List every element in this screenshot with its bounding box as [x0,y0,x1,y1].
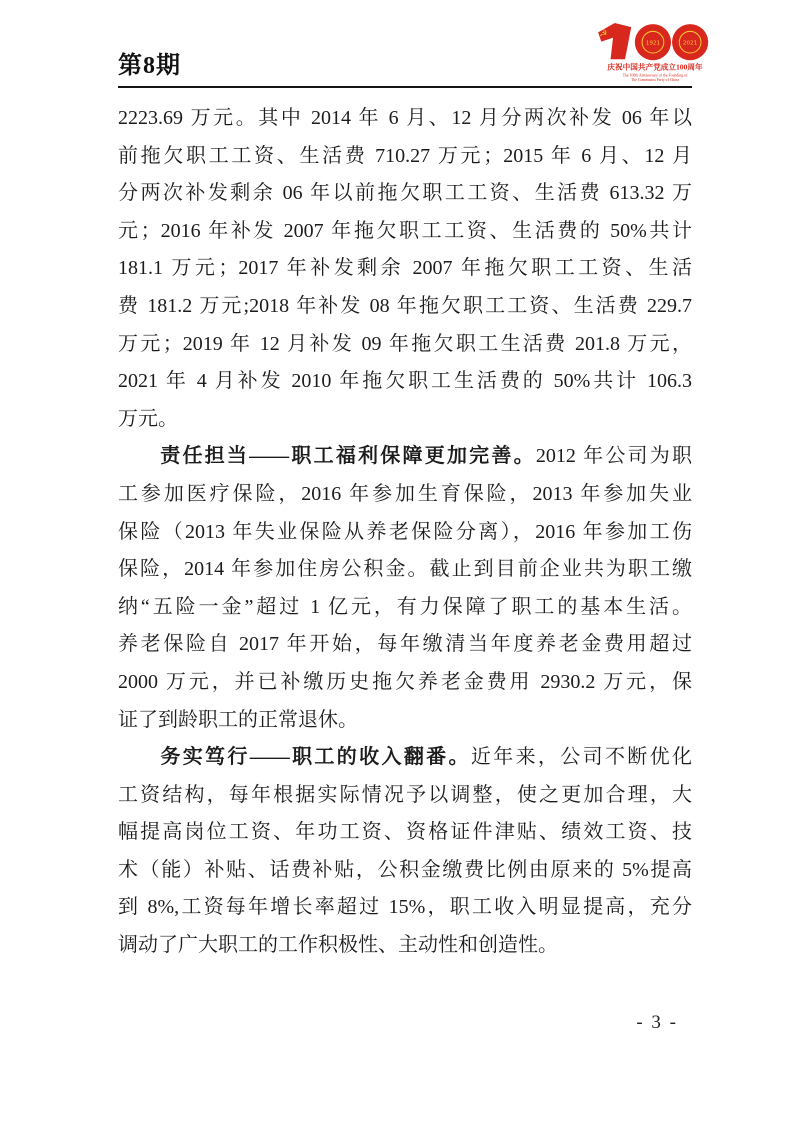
paragraph-lead-bold: 务实笃行——职工的收入翻番。 [158,746,471,769]
cpc-100-emblem-icon [596,22,714,84]
text-line: 幅提高岗位工资、年功工资、资格证件津贴、绩效工资、技 [118,821,692,844]
text-line: 费 181.2 万元;2018 年补发 08 年拖欠职工工资、生活费 229.7 [118,294,692,317]
text-line: 保险，2014 年参加住房公积金。截止到目前企业共为职工缴 [118,558,692,581]
text-line: 工资结构，每年根据实际情况予以调整，使之更加合理，大 [118,783,692,806]
text-line: 元；2016 年补发 2007 年拖欠职工工资、生活费的 50%共计 [118,219,692,242]
text-line: 养老保险自 2017 年开始，每年缴清当年度养老金费用超过 [118,633,692,656]
logo-caption-chinese: 庆祝中国共产党成立100周年 [607,62,703,72]
text-line: 术（能）补贴、话费补贴，公积金缴费比例由原来的 5%提高 [118,858,692,881]
document-body [118,100,692,965]
text-line: 2021 年 4 月补发 2010 年拖欠职工生活费的 50%共计 106.3 [118,370,692,393]
text-line: 分两次补发剩余 06 年以前拖欠职工工资、生活费 613.32 万 [118,182,692,205]
cpc-100th-anniversary-logo [596,22,714,84]
text-line: 调动了广大职工的工作积极性、主动性和创造性。 [118,934,558,957]
text-line: 万元。 [118,407,178,430]
text-line: 万元；2019 年 12 月补发 09 年拖欠职工生活费 201.8 万元， [118,332,692,355]
page-number: - 3 - [636,1012,678,1033]
text-line: 纳“五险一金”超过 1 亿元，有力保障了职工的基本生活。 [118,595,692,618]
logo-caption-english-2: The Communist Party of China [631,77,679,82]
text-line: 2000 万元，并已补缴历史拖欠养老金费用 2930.2 万元，保 [118,670,692,693]
text-line: 责任担当——职工福利保障更加完善。2012 年公司为职 [158,445,692,468]
text-line: 工参加医疗保险，2016 年参加生育保险，2013 年参加失业 [118,482,692,505]
text-line: 保险（2013 年失业保险从养老保险分离），2016 年参加工伤 [118,520,692,543]
paragraph-lead-bold: 责任担当——职工福利保障更加完善。 [158,445,536,468]
hammer-sickle-icon: ☭ [599,28,608,40]
text-line: 181.1 万元；2017 年补发剩余 2007 年拖欠职工工资、生活 [118,257,692,280]
text-line: 务实笃行——职工的收入翻番。近年来，公司不断优化 [158,746,692,769]
text-line: 到 8%,工资每年增长率超过 15%，职工收入明显提高，充分 [118,896,692,919]
text-line: 2223.69 万元。其中 2014 年 6 月、12 月分两次补发 06 年以 [118,107,692,129]
text-line: 前拖欠职工工资、生活费 710.27 万元；2015 年 6 月、12 月 [118,144,692,167]
issue-number-label: 第8期 [118,53,181,79]
logo-caption-english-1: The 100th Anniversary of the Founding of [622,73,688,78]
year-1921-label: 1921 [645,40,661,47]
text-line: 证了到龄职工的正常退休。 [118,708,358,731]
year-2021-label: 2021 [682,40,698,47]
